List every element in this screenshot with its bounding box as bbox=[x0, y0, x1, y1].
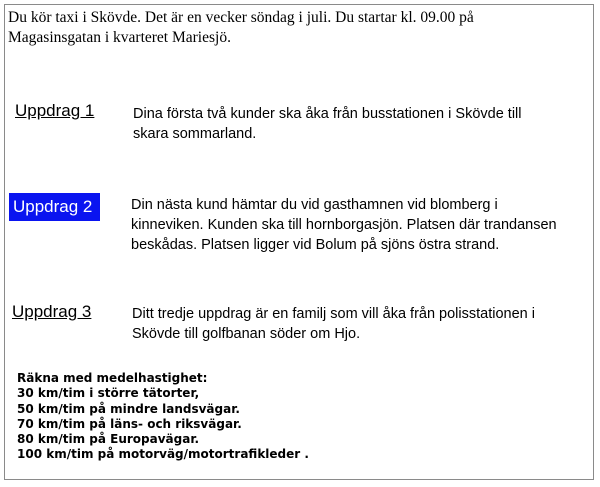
task-2-link[interactable]: Uppdrag 2 bbox=[9, 193, 100, 221]
task-3-line: Ditt tredje uppdrag är en familj som vill åka från polisstationen i bbox=[132, 306, 535, 322]
task-1-line: Dina första två kunder ska åka från busstationen i Skövde till bbox=[133, 106, 522, 122]
speed-item: 50 km/tim på mindre landsvägar. bbox=[17, 401, 240, 416]
speed-item: 70 km/tim på läns- och riksvägar. bbox=[17, 416, 242, 431]
task-2-line: Din nästa kund hämtar du vid gasthamnen vid blomberg i bbox=[131, 197, 498, 213]
task-2-line: beskådas. Platsen ligger vid Bolum på sjöns östra strand. bbox=[131, 237, 500, 253]
intro-text bbox=[8, 8, 588, 48]
task-3-description bbox=[132, 304, 535, 344]
task-1-description bbox=[133, 104, 521, 144]
speed-item: 30 km/tim i större tätorter, bbox=[17, 386, 200, 401]
task-2-description bbox=[131, 195, 557, 255]
task-3-line: Skövde till golfbanan söder om Hjo. bbox=[132, 326, 361, 342]
speed-rules bbox=[17, 371, 309, 463]
task-2-line: kinneviken. Kunden ska till hornborgasjön. Platsen där trandansen bbox=[131, 217, 557, 233]
task-1-line: skara sommarland. bbox=[133, 126, 257, 142]
speed-item: 80 km/tim på Europavägar. bbox=[17, 432, 200, 447]
task-1-link[interactable]: Uppdrag 1 bbox=[15, 101, 95, 120]
intro-line: Du kör taxi i Skövde. Det är en vecker söndag i juli. Du startar kl. 09.00 på bbox=[8, 9, 474, 26]
intro-line: Magasinsgatan i kvarteret Mariesjö. bbox=[8, 29, 231, 46]
speed-item: 100 km/tim på motorväg/motortrafikleder . bbox=[17, 447, 309, 462]
task-3-link[interactable]: Uppdrag 3 bbox=[12, 302, 92, 321]
speed-heading: Räkna med medelhastighet: bbox=[17, 371, 208, 385]
